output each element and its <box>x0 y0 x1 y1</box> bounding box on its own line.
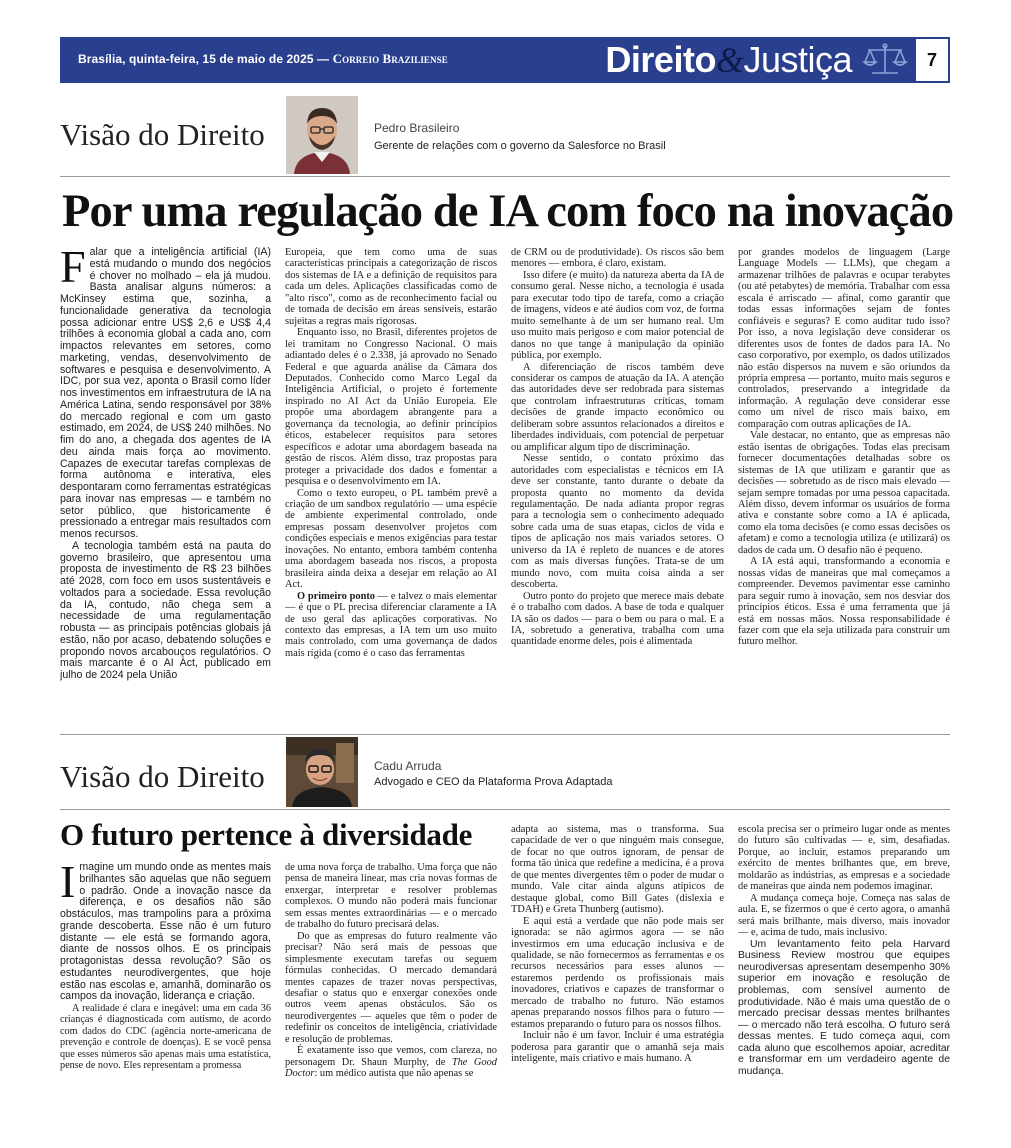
article1-col1-p1: alar que a inteligência artificial (IA) está mudando o mundo dos negócios é chover no molhado – ela já mudou. Basta analisar alguns números: a McKinsey estima que, sozinha, a funcionalidade generativa da tecnologia possa adicionar entre US$ 2,6 e US$ 4,4 trilhões à economia global a cada ano, com impactos relevantes em setores, como marketing, vendas, desenvolvimento de softwares e pesquisa e desenvolvimento. A IDC, por sua vez, aponta o Brasil como líder nos investimentos em infraestrutura de IA na América Latina, sendo responsável por 38% do mercado regional e com um gasto estimado, em 2024, de US$ 240 milhões. No fim do ano, a chegada dos agentes de IA deu ainda mais força ao movimento. Capazes de executar tarefas complexas de forma autônoma e interativa, eles despontaram como ferramentas estratégicas para inovar nas empresas — e também no setor público, que historicamente é pressionado a entregar mais resultados com menos recursos. <box>60 247 271 540</box>
scales-of-justice-icon <box>862 42 908 78</box>
article2-col3-p2: E aqui está a verdade que não pode mais ser ignorada: se não agirmos agora — se não investirmos em uma educação inclusiva e de qualidade, se não fornecermos as ferramentas e os recursos necessários para esses alunos — estaremos perdendo os profissionais mais inovadores, criativos e capazes de transformar o mercado de trabalho no futuro. Não estamos apenas preparando nossos filhos para o futuro — estamos preparando o futuro para os nossos filhos. <box>511 915 724 1030</box>
article1-col2-p3: Como o texto europeu, o PL também prevê a criação de um sandbox regulatório — uma espécie de ambiente experimental controlado, onde empresas possam desenvolver projetos com condições especiais e menos exigências para testar inovações. No entanto, embora também contenha uma abordagem baseada nos riscos, a proposta brasileira ainda deixa a desejar em relação ao AI Act. <box>285 487 497 591</box>
dateline <box>78 51 448 67</box>
article1-col1-p2: A tecnologia também está na pauta do governo brasileiro, que apresentou uma proposta de investimento de R$ 23 bilhões até 2028, com foco em usos sustentáveis e voltados para a sociedade. Essa revolução da IA, contudo, não chega sem a necessidade de uma regulamentação robusta — as principais potências globais já estão, não por acaso, debatendo soluções e propondo novos arcabouços regulatórios. O mais marcante é o AI Act, publicado em julho de 2024 pela União <box>60 539 271 681</box>
article2-col2-p1: de uma nova força de trabalho. Uma força que não pensa de maneira linear, mas cria novas formas de enxergar, interpretar e resolver problemas complexos. O mundo não poderá mais funcionar sem essas mentes extraordinárias — e o mercado de trabalho do futuro precisará delas. <box>285 862 497 931</box>
article2-headline: O futuro pertence à diversidade <box>60 817 473 852</box>
article1-column-3 <box>511 247 724 727</box>
article1-col2-p1: Europeia, que tem como uma de suas características principais a categorização de riscos dos sistemas de IA e a definição de requisitos para cada um deles. Aplicações classificadas como de "alto risco", como as de reconhecimento facial ou de tomada de decisão em áreas sensíveis, estarão sujeitas a regras mais rigorosas. <box>285 247 497 327</box>
article1-column-4 <box>738 247 950 727</box>
section-title-amp: & <box>715 40 744 80</box>
author-portrait-icon <box>286 96 358 174</box>
article1-col4-p2: Vale destacar, no entanto, que as empresas não estão isentas de obrigações. Todas elas precisam fornecer documentações detalhadas sobre os sistemas de IA que utilizam e garantir que as decisões — sobretudo as de risco mais elevado — sejam sempre tomadas por uma pessoa capacitada. Além disso, devem informar os usuários de forma ativa e constante sobre como a IA é aplicada, como ela toma decisões (e como essas decisões os afetam) e como a tecnologia utiliza (e utilizará) os dados de cada um. O desafio não é pequeno. <box>738 430 950 556</box>
article1-author-name: Pedro Brasileiro <box>374 121 460 135</box>
article2-author-role: Advogado e CEO da Plataforma Prova Adaptada <box>374 776 613 788</box>
article1-col2-p2: Enquanto isso, no Brasil, diferentes projetos de lei tramitam no Congresso Nacional. O mais adiantado deles é o 2.338, já aprovado no Senado Federal e que aguarda análise da Câmara dos Deputados. Conhecido como Marco Legal da Inteligência Artificial, o projeto é fortemente inspirado no AI Act da União Europeia. Ele propõe uma abordagem abrangente para a governança da tecnologia, ao definir princípios éticos, estabelecer requisitos para setores específicos e adotar uma abordagem baseada na gestão de riscos. Além disso, traz propostas para proteger a privacidade dos dados e fomentar a pesquisa e o desenvolvimento em IA. <box>285 327 497 488</box>
article2-column-3 <box>511 824 724 1124</box>
article2-col2-p3b: : um médico autista que não apenas se <box>314 1068 474 1080</box>
author-photo-pedro <box>286 96 358 174</box>
article2-col2-p3-title: The Good Doctor <box>285 1056 497 1080</box>
article1-col2-p4: — e talvez o mais elementar — é que o PL precisa diferenciar claramente a IA de uso geral das aplicações corporativas. No contexto das empresas, a IA tem um uso muito mais controlado, com uma governança de dados mais rígida (como é o caso das ferramentas <box>285 590 497 659</box>
article1-col3-p3: A diferenciação de riscos também deve considerar os campos de atuação da IA. A atenção das autoridades deve ser redobrada para sistemas que controlam infraestruturas críticas, tomam decisões de grande impacto econômico ou deliberam sobre assuntos relacionados a direitos e liberdades individuais, com potencial de perpetuar ou amplificar algum tipo de discriminação. <box>511 361 724 453</box>
article2-col4-p2: A mudança começa hoje. Começa nas salas de aula. E, se fizermos o que é certo agora, o amanhã será mais brilhante, mais diverso, mais inovador — e, acima de tudo, mais inclusivo. <box>738 892 950 939</box>
section-title-part2: Justiça <box>743 39 852 80</box>
article2-col4-p3: Um levantamento feito pela Harvard Business Review mostrou que equipes neurodiversas apresentam desempenho 30% superior em inovação e resolução de problemas, com sensível aumento de produtividade. Não é mais uma questão de o mercado precisar dessas mentes brilhantes — o mercado não terá escolha. O futuro será dessas mentes. E tudo começa aqui, com cada aluno que escolhemos apoiar, acreditar e transformar em um verdadeiro agente de mudança. <box>738 938 950 1078</box>
article1-col3-p1: de CRM ou de produtividade). Os riscos são bem menores — embora, é claro, existam. <box>511 247 724 270</box>
article2-author-name: Cadu Arruda <box>374 759 442 773</box>
article1-col3-p2: Isso difere (e muito) da natureza aberta da IA de consumo geral. Nesse nicho, a tecnologia é usada para executar todo tipo de tarefa, como a criação de imagens, vídeos e até áudios com voz, de forma muito semelhante à de um ser humano real. Um uso muito mais perigoso e com maior potencial de danos no que tange à manipulação da opinião pública, por exemplo. <box>511 269 724 362</box>
section-title-part1: Direito <box>605 39 716 80</box>
newspaper-name: Correio Braziliense <box>332 51 448 66</box>
article1-dropcap: F <box>60 247 86 292</box>
article1-col4-p1: por grandes modelos de linguagem (Large Language Models — LLMs), que chegam a armazenar trilhões de palavras e ocupar terabytes (ou até petabytes) de memória. Trabalhar com essa escala é arriscado — afinal, como garantir que todas essas informações sejam de fontes confiáveis e seguras? E como auditar tudo isso? Por isso, a nova legislação deve considerar os diferentes usos de fontes de dados para IA. No caso corporativo, por exemplo, os dados utilizados não estão dispersos na nuvem e são oriundos da própria empresa — portanto, muito mais seguros e controlados, preservando a integridade da informação. A regulação deve considerar esse como um nível de risco mais baixo, em comparação com outras aplicações de IA. <box>738 247 950 430</box>
article1-divider <box>60 176 950 177</box>
article2-column-2 <box>285 862 497 1124</box>
article1-col3-p4: Nesse sentido, o contato próximo das autoridades com especialistas e técnicos em IA deve ser constante, tanto durante o debate da proposta quanto no momento da devida regulamentação. De nada adianta propor regras para a tecnologia sem o conhecimento adequado sobre cada uma de suas etapas, ciclos de vida e tipos de aplicação nos mais variados setores. O universo da IA é repleto de nuances e de atores com as mais diversas funções. Trata-se de um mundo novo, com muita coisa ainda a ser descoberta. <box>511 453 724 591</box>
author-photo-cadu <box>286 737 358 807</box>
article2-col3-p1: adapta ao sistema, mas o transforma. Sua capacidade de ver o que ninguém mais consegue, de focar no que outros ignoram, de pensar de forma tão única que redefine a medicina, é a prova de que mentes divergentes têm o poder de mudar o mundo. Vale citar ainda alguns atípicos de destaque global, como Bill Gates (dislexia e TDAH) e Greta Thunberg (autismo). <box>511 824 724 916</box>
article2-col4-p1: escola precisa ser o primeiro lugar onde as mentes do futuro são cultivadas — e, sim, desafiadas. Porque, ao incluir, estamos preparando um exército de mentes brilhantes que, em breve, moldarão as indústrias, as empresas e a sociedade de maneiras que ainda nem podemos imaginar. <box>738 824 950 893</box>
article2-col1-p1: magine um mundo onde as mentes mais brilhantes são aquelas que não seguem o padrão. Onde a inovação nasce da diferença, e os desafios não são obstáculos, mas trampolins para a próxima grande descoberta. Esse não é um futuro distante — ele está se formando agora, diante de nossos olhos. E os principais protagonistas dessa revolução? São os estudantes neurodivergentes, que hoje estão nas escolas e, amanhã, dominarão os campos da inovação, liderança e criação. <box>60 862 271 1003</box>
article2-dropcap: I <box>60 862 76 907</box>
article-separator <box>60 734 950 735</box>
article2-column-4 <box>738 824 950 1124</box>
article1-col2-p4-lead: O primeiro ponto <box>297 590 376 602</box>
author-portrait-icon <box>286 737 358 807</box>
article2-column-1 <box>60 862 271 1124</box>
dateline-text: Brasília, quinta-feira, 15 de maio de 2025 — <box>78 52 330 66</box>
article2-col3-p3: Incluir não é um favor. Incluir é uma estratégia poderosa para garantir que o amanhã seja mais inteligente, mais criativo e mais humano. A <box>511 1030 724 1065</box>
page-number: 7 <box>914 37 950 83</box>
article1-rubric: Visão do Direito <box>60 117 265 152</box>
section-header-band <box>60 37 950 83</box>
article1-column-1 <box>60 247 271 727</box>
article1-headline: Por uma regulação de IA com foco na inovação <box>62 186 954 237</box>
article1-col4-p3: A IA está aqui, transformando a economia e nossas vidas de maneiras que mal começamos a compreender. Devemos pavimentar esse caminho para seguir rumo à inovação, sem nos desviar dos princípios éticos. Essa é uma ferramenta que já está em nossas mãos. Nossa responsabilidade é fazer com que ela seja utilizada para construir um futuro melhor. <box>738 556 950 648</box>
article2-col2-p2: Do que as empresas do futuro realmente vão precisar? Não será mais de pessoas que simplesmente executam tarefas ou seguem fórmulas conhecidas. O mercado demandará mentes capazes de trazer novas perspectivas, desafiar o status quo e enxergar conexões onde outros veem apenas obstáculos. São os neurodivergentes — aqueles que têm o poder de redefinir os conceitos de inteligência, criatividade e resolução de problemas. <box>285 930 497 1045</box>
article1-col3-p5: Outro ponto do projeto que merece mais debate é o trabalho com dados. A base de toda e qualquer IA são os dados — para o bem ou para o mal. E a IA, sobretudo a generativa, trabalha com uma quantidade enorme deles, pois é alimentada <box>511 590 724 648</box>
article1-column-2 <box>285 247 497 727</box>
article2-rubric: Visão do Direito <box>60 759 265 794</box>
article1-author-role: Gerente de relações com o governo da Salesforce no Brasil <box>374 140 666 152</box>
section-title <box>605 39 852 81</box>
article2-col2-p3a: É exatamente isso que vemos, com clareza, no personagem Dr. Shaun Murphy, de <box>285 1045 497 1068</box>
article2-divider <box>60 809 950 810</box>
article2-col1-p2: A realidade é clara e inegável: uma em cada 36 crianças é diagnosticada com autismo, de acordo com dados do CDC (agência norte-americana de prevenção e controle de doenças). E se você pensa que esses números são apenas mais uma estatística, pense de novo. Eles representam a promessa <box>60 1003 271 1072</box>
